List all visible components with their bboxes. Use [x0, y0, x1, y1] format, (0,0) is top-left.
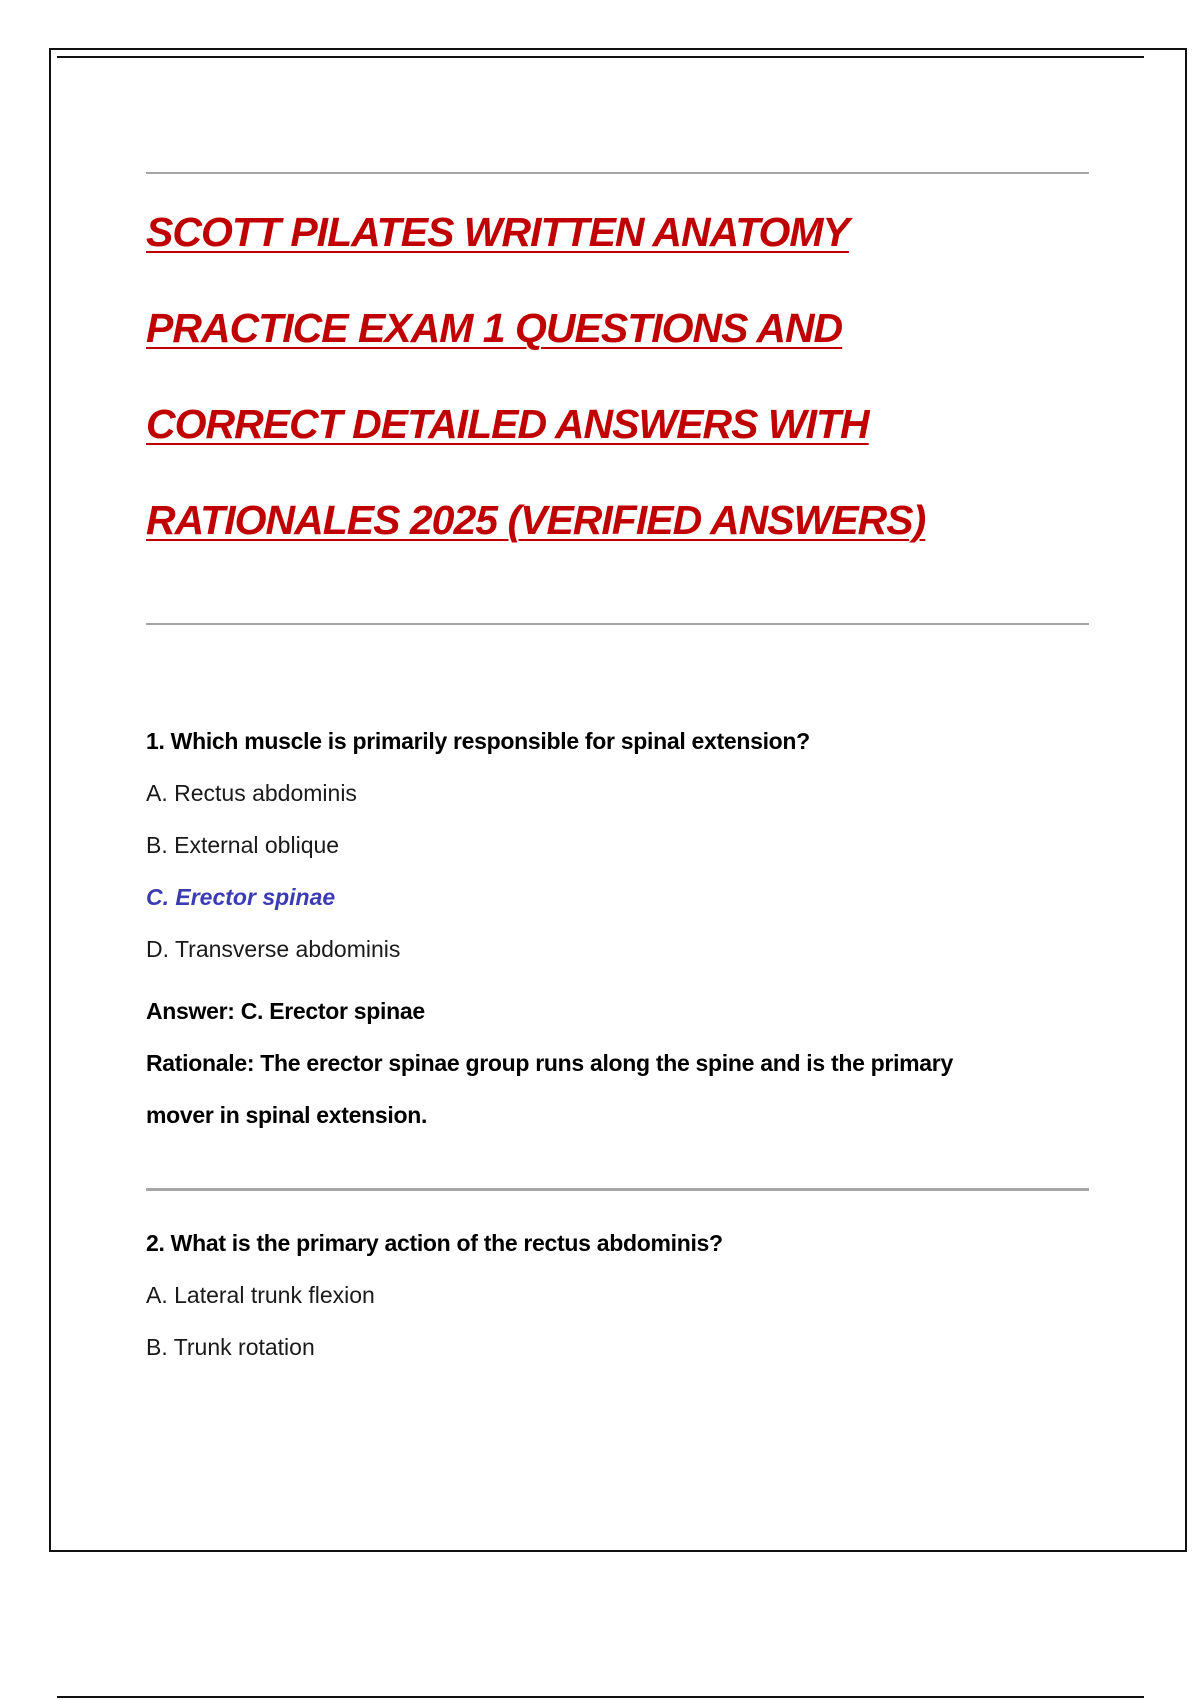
- option-b: B. Trunk rotation: [146, 1334, 315, 1360]
- title-line-3: CORRECT DETAILED ANSWERS WITH: [146, 401, 869, 447]
- footer-rule: [57, 1696, 1144, 1698]
- option-c-correct: C. Erector spinae: [146, 884, 336, 910]
- answer-text: Answer: C. Erector spinae: [146, 998, 425, 1024]
- document-title: [146, 202, 1086, 586]
- question-block-1: [146, 723, 1086, 1149]
- option-a: A. Lateral trunk flexion: [146, 1282, 375, 1308]
- title-line-4: RATIONALES 2025 (VERIFIED ANSWERS): [146, 497, 926, 543]
- title-bottom-divider: [146, 623, 1089, 625]
- option-a: A. Rectus abdominis: [146, 780, 357, 806]
- option-b: B. External oblique: [146, 832, 340, 858]
- rationale-line-2: mover in spinal extension.: [146, 1102, 428, 1128]
- option-d: D. Transverse abdominis: [146, 936, 401, 962]
- title-line-1: SCOTT PILATES WRITTEN ANATOMY: [146, 209, 849, 255]
- question-text: 2. What is the primary action of the rectus abdominis?: [146, 1230, 723, 1256]
- rationale-line-1: Rationale: The erector spinae group runs along the spine and is the primary: [146, 1050, 953, 1076]
- question-text: 1. Which muscle is primarily responsible for spinal extension?: [146, 728, 810, 754]
- title-top-divider: [146, 172, 1089, 174]
- question-block-2: [146, 1225, 1086, 1381]
- title-line-2: PRACTICE EXAM 1 QUESTIONS AND: [146, 305, 843, 351]
- question-divider: [146, 1188, 1089, 1191]
- top-border-rule: [57, 56, 1144, 58]
